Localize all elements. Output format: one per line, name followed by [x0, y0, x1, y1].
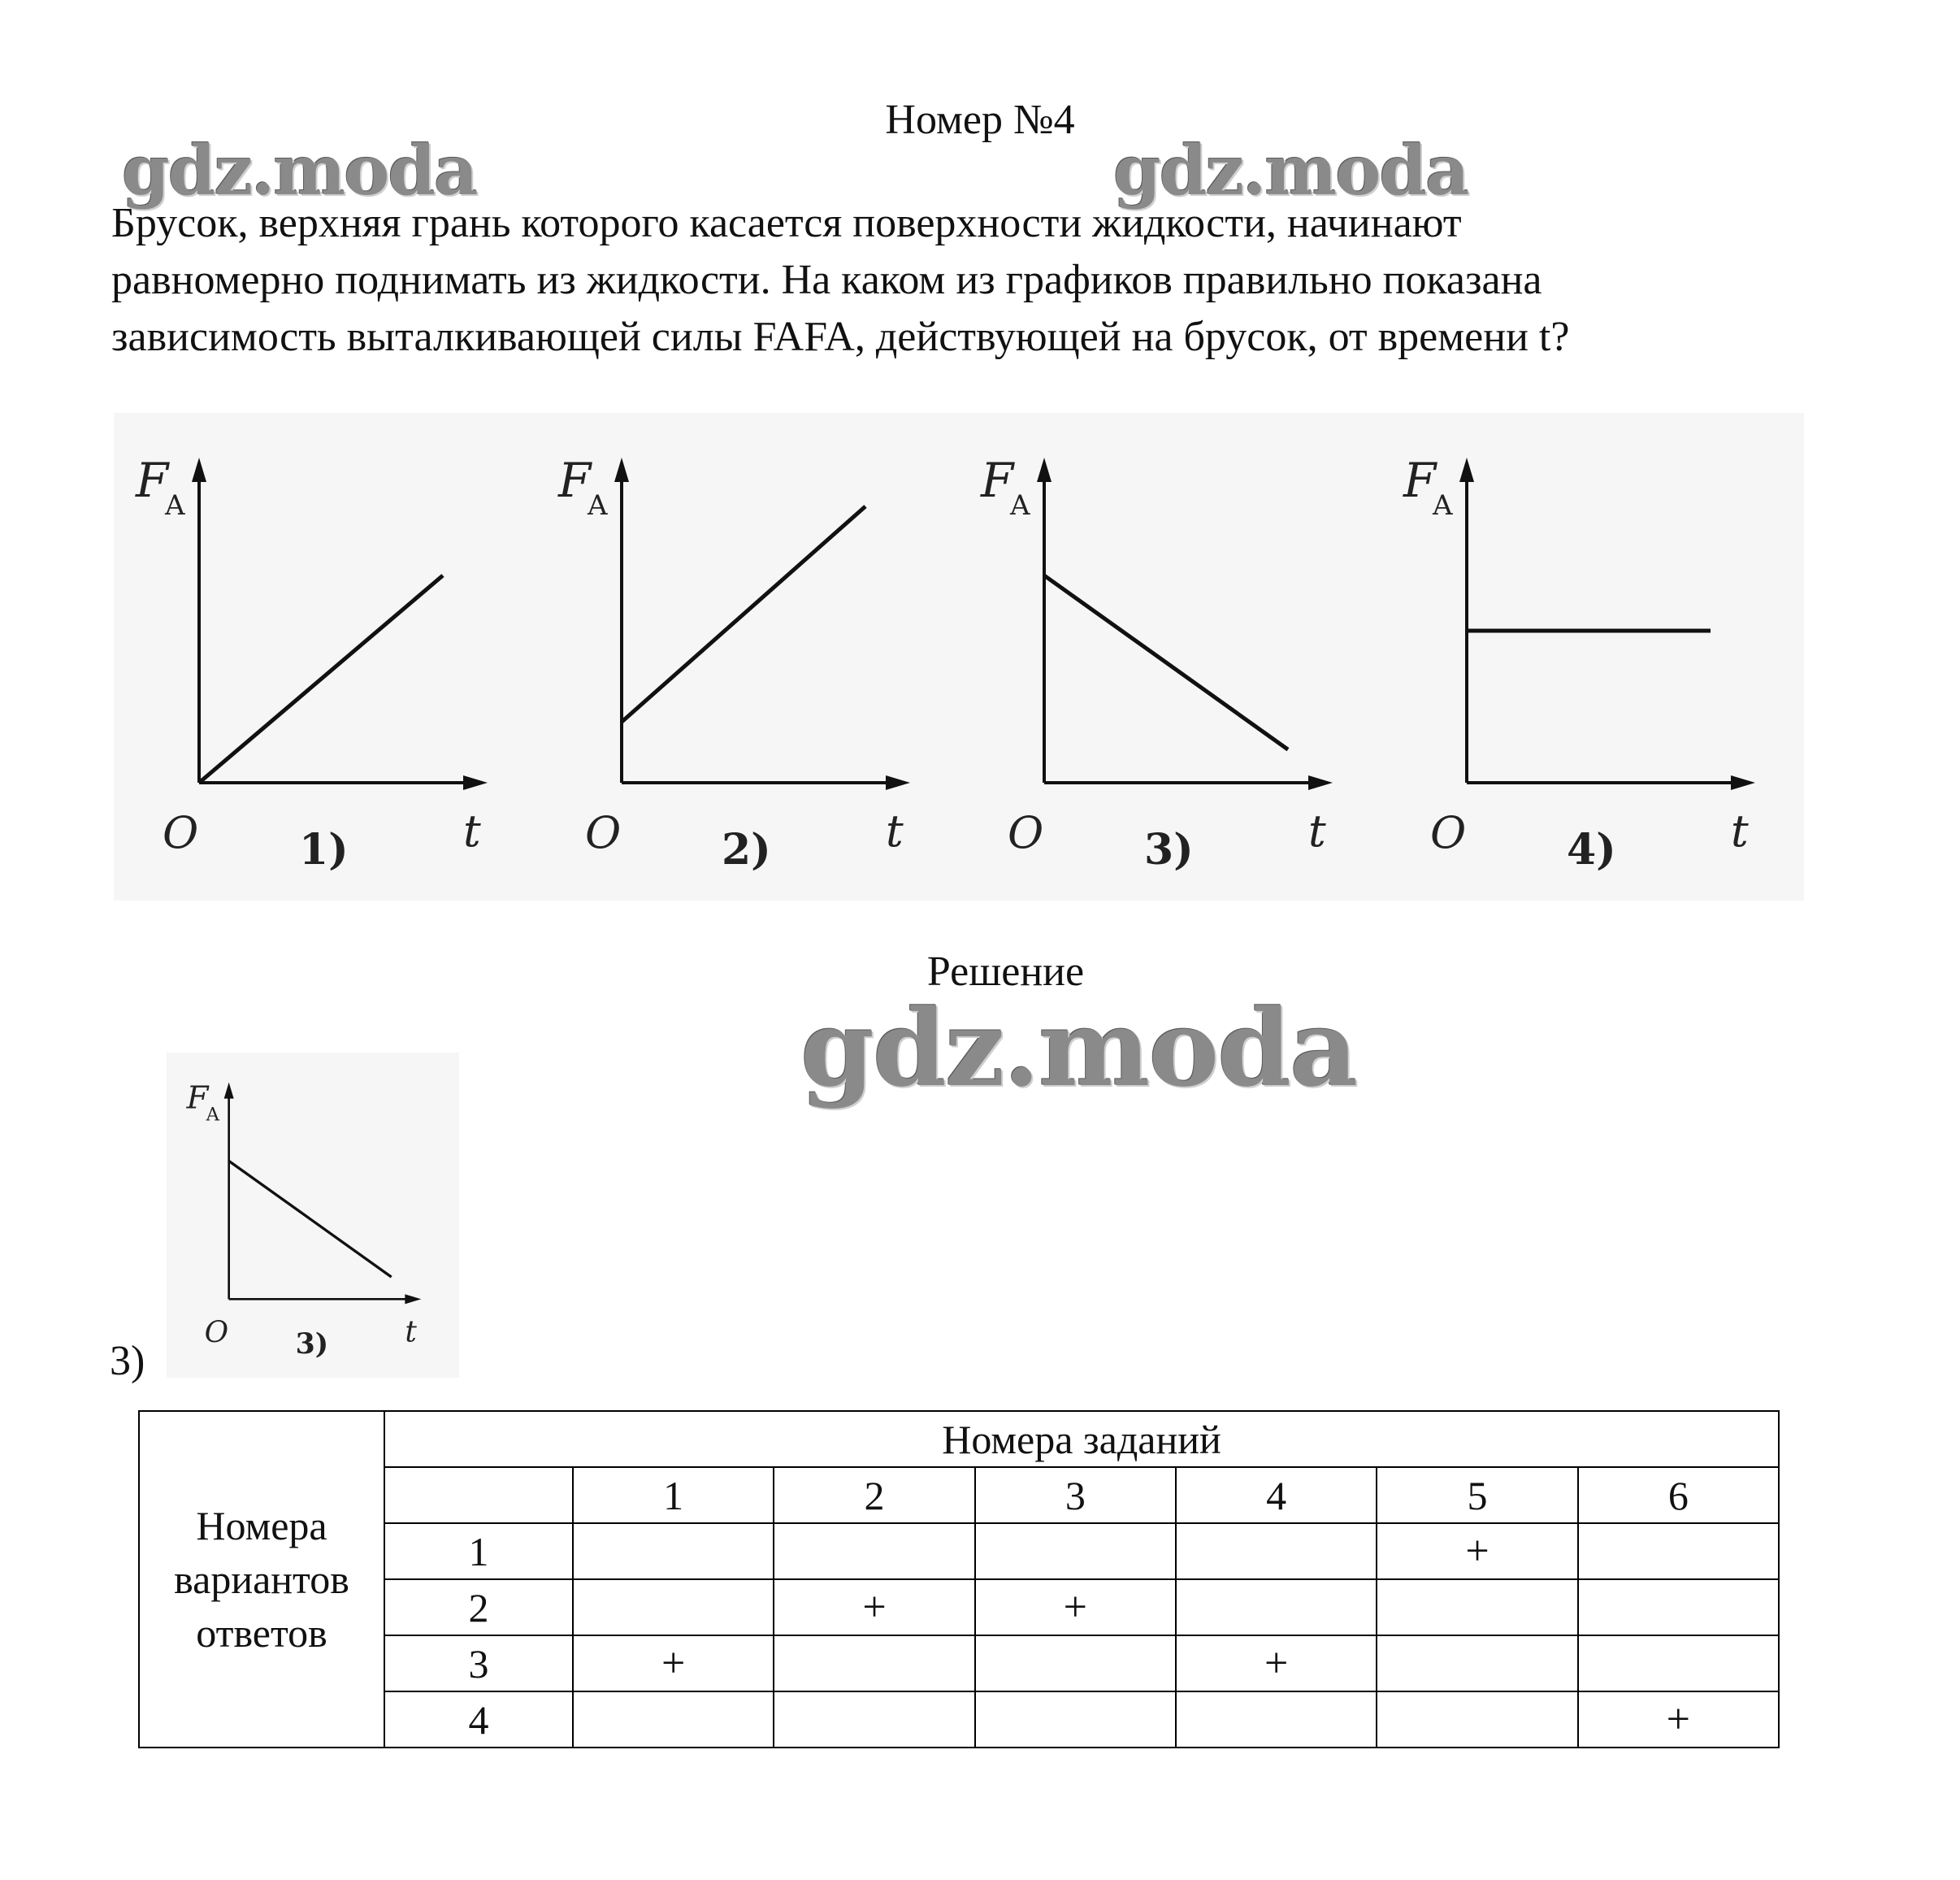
- table-corner-cell: [384, 1467, 573, 1523]
- table-columns-row: [139, 1467, 1779, 1523]
- y-axis-label: F: [186, 1079, 209, 1117]
- column-header: 5: [1377, 1467, 1577, 1523]
- x-axis-arrow: [1731, 775, 1755, 790]
- variant-number: 4: [384, 1691, 573, 1748]
- answer-cell: [1377, 1691, 1577, 1748]
- y-axis-label: F: [1403, 453, 1437, 508]
- watermark: gdz.moda: [1113, 130, 1468, 211]
- data-line: [199, 575, 443, 783]
- answer-cell: [1377, 1579, 1577, 1635]
- data-line: [229, 1161, 392, 1277]
- column-header: 1: [573, 1467, 774, 1523]
- answer-cell: [975, 1635, 1176, 1691]
- answer-cell: +: [975, 1579, 1176, 1635]
- answer-cell: [774, 1523, 974, 1579]
- x-axis-label: t: [463, 805, 481, 857]
- graph-number: 2): [722, 825, 771, 875]
- graph-2: [536, 413, 959, 901]
- answer-cell: [1176, 1523, 1377, 1579]
- variant-number: 1: [384, 1523, 573, 1579]
- table-row: [139, 1691, 1779, 1748]
- graph-3: [959, 413, 1381, 901]
- y-axis-subscript: A: [165, 489, 185, 522]
- problem-line: равномерно поднимать из жидкости. На каком из графиков правильно показана: [111, 257, 1542, 303]
- y-axis-arrow: [1037, 458, 1052, 482]
- table-header-row: [139, 1411, 1779, 1467]
- variants-label-cell: Номера вариантов ответов: [139, 1411, 384, 1748]
- column-header: 6: [1578, 1467, 1779, 1523]
- graphs-panel: [114, 413, 1804, 901]
- y-axis-arrow: [192, 458, 206, 482]
- problem-line: зависимость выталкивающей силы FAFA, действующей на брусок, от времени t?: [111, 314, 1570, 360]
- answer-cell: [774, 1691, 974, 1748]
- watermark: gdz.moda: [122, 130, 477, 211]
- origin-label: O: [585, 807, 622, 858]
- answer-cell: [1578, 1635, 1779, 1691]
- x-axis-label: t: [1308, 805, 1326, 857]
- origin-label: O: [204, 1316, 229, 1350]
- answer-cell: +: [1578, 1691, 1779, 1748]
- x-axis-arrow: [886, 775, 910, 790]
- problem-line: Брусок, верхняя грань которого касается поверхности жидкости, начинают: [111, 200, 1462, 246]
- x-axis-label: t: [886, 805, 904, 857]
- table-row: [139, 1523, 1779, 1579]
- solution-graph-panel: [167, 1053, 459, 1378]
- column-header: 3: [975, 1467, 1176, 1523]
- y-axis-subscript: A: [1010, 489, 1030, 522]
- page-title: Номер №4: [885, 97, 1075, 143]
- origin-label: O: [163, 807, 199, 858]
- watermark: gdz.moda: [800, 986, 1357, 1110]
- x-axis-arrow: [1308, 775, 1333, 790]
- y-axis-label: F: [136, 453, 169, 508]
- y-axis-label: F: [558, 453, 592, 508]
- solution-graph: [167, 1053, 459, 1378]
- data-line: [1044, 575, 1288, 749]
- answer-cell: [975, 1691, 1176, 1748]
- y-axis-arrow: [1459, 458, 1474, 482]
- variant-number: 2: [384, 1579, 573, 1635]
- answers-table: [138, 1410, 1780, 1748]
- answer-text: 3): [110, 1338, 145, 1384]
- origin-label: O: [1430, 807, 1467, 858]
- graph-4: [1381, 413, 1804, 901]
- graph-number: 3): [1144, 825, 1194, 875]
- y-axis-subscript: A: [1433, 489, 1453, 522]
- answer-cell: [573, 1691, 774, 1748]
- column-header: 2: [774, 1467, 974, 1523]
- graph-number: 1): [299, 825, 349, 875]
- variant-number: 3: [384, 1635, 573, 1691]
- y-axis-subscript: A: [588, 489, 608, 522]
- column-header: 4: [1176, 1467, 1377, 1523]
- y-axis-subscript: A: [206, 1104, 220, 1126]
- y-axis-arrow: [614, 458, 629, 482]
- solution-title: Решение: [926, 949, 1085, 995]
- graph-1: [114, 413, 536, 901]
- answer-cell: [1578, 1579, 1779, 1635]
- table-row: [139, 1635, 1779, 1691]
- problem-text: [111, 195, 1883, 366]
- x-axis-arrow: [463, 775, 488, 790]
- x-axis-label: t: [405, 1315, 417, 1349]
- answer-cell: +: [774, 1579, 974, 1635]
- graph-number: 4): [1567, 825, 1616, 875]
- x-axis-label: t: [1731, 805, 1749, 857]
- y-axis-arrow: [224, 1083, 234, 1099]
- x-axis-arrow: [405, 1294, 421, 1304]
- answer-cell: [1578, 1523, 1779, 1579]
- table-row: [139, 1579, 1779, 1635]
- data-line: [622, 506, 865, 722]
- origin-label: O: [1008, 807, 1044, 858]
- y-axis-label: F: [981, 453, 1014, 508]
- answer-cell: [1176, 1691, 1377, 1748]
- answer-cell: [573, 1579, 774, 1635]
- answer-cell: [1377, 1635, 1577, 1691]
- answer-cell: +: [1176, 1635, 1377, 1691]
- answer-cell: [975, 1523, 1176, 1579]
- graph-number: 3): [295, 1327, 329, 1361]
- answer-cell: +: [1377, 1523, 1577, 1579]
- table-header: Номера заданий: [384, 1411, 1779, 1467]
- answer-cell: [774, 1635, 974, 1691]
- answer-cell: +: [573, 1635, 774, 1691]
- answer-cell: [1176, 1579, 1377, 1635]
- answer-cell: [573, 1523, 774, 1579]
